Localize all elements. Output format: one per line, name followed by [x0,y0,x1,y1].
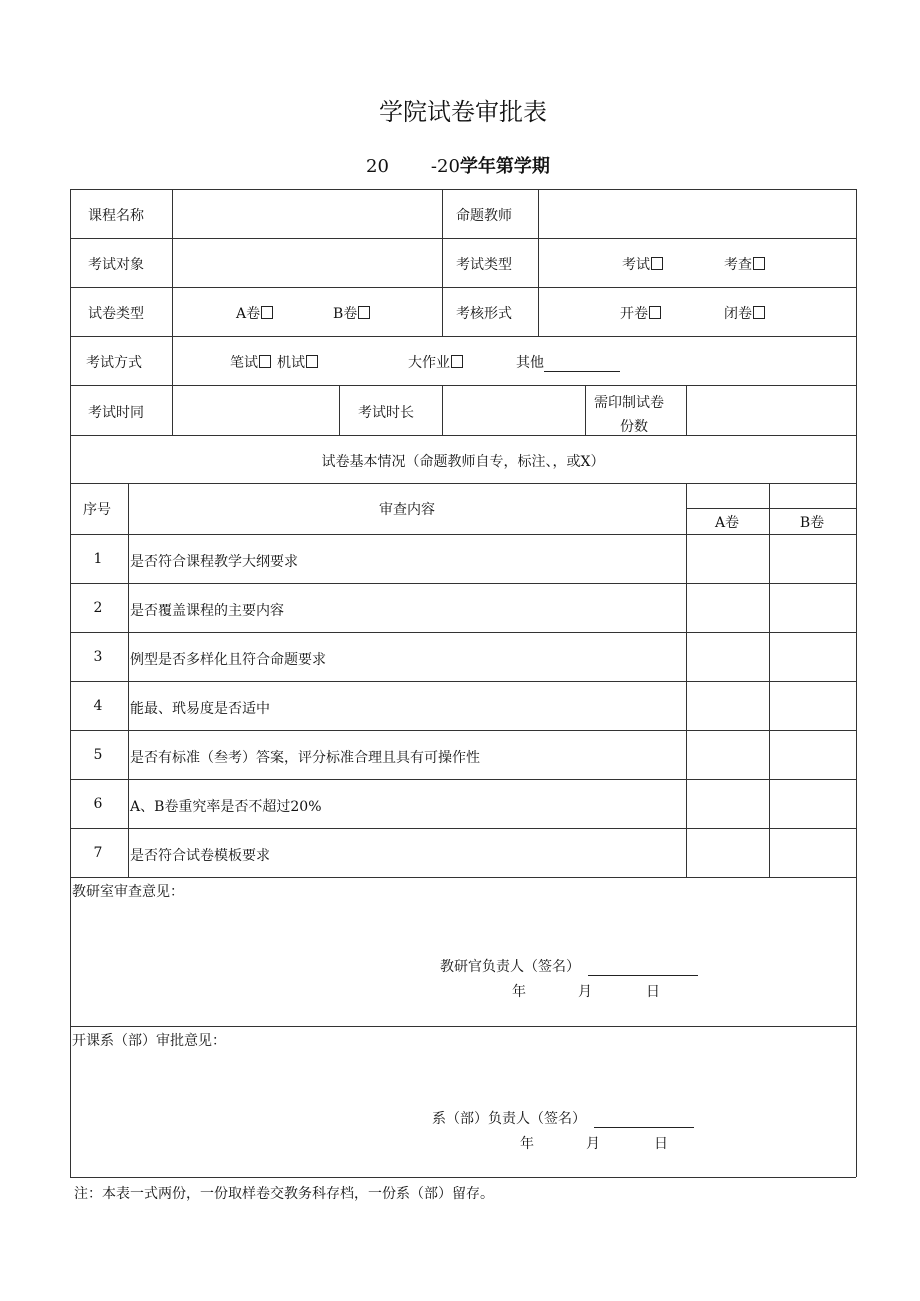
col-no-header: 序号 [83,502,111,518]
open-book-checkbox[interactable] [620,303,661,323]
row-number: 6 [93,796,103,812]
row-number: 3 [93,649,103,665]
row-mark-a-cell[interactable] [687,584,768,631]
row-mark-b-cell[interactable] [770,829,855,876]
option-label: 考试 [622,257,650,273]
row-number: 2 [93,600,103,616]
row-criterion: 能最、玳易度是否适中 [130,701,270,717]
checkbox-icon [649,306,661,319]
office-sign-label: 教研官负责人（签名） [440,959,580,975]
col-a-header: A卷 [714,515,740,531]
col-content-header: 审查内容 [379,502,435,518]
exam-time-label: 考试时同 [88,405,144,421]
option-label: 大作业 [408,355,450,371]
row-number: 7 [93,845,103,861]
checkbox-icon [358,306,370,319]
dept-day: 日 [654,1136,668,1152]
row-mark-a-cell[interactable] [687,535,768,582]
checkbox-icon [753,306,765,319]
checkbox-icon [451,355,463,368]
office-sign [440,956,698,976]
dept-sign-blank[interactable] [594,1113,694,1128]
paper-type-label: 试卷类型 [88,306,144,322]
row-mark-a-cell[interactable] [687,731,768,778]
checkbox-icon [651,257,663,270]
office-opinion-label: 教研室审查意见： [72,884,184,900]
copies-label-1: 需印制试卷 [594,395,664,411]
option-label: 开卷 [620,306,648,322]
checkbox-icon [306,355,318,368]
row-criterion: 是否覆盖课程的主要内容 [130,603,284,619]
row-mark-b-cell[interactable] [770,780,855,827]
office-year: 年 [512,984,526,1000]
col-b-header: B卷 [799,515,825,531]
row-mark-b-cell[interactable] [770,731,855,778]
option-label: B卷 [333,306,358,322]
copies-label-2: 份数 [620,419,648,435]
checkbox-icon [259,355,271,368]
office-month: 月 [578,984,592,1000]
paper-b-checkbox[interactable] [333,303,370,323]
project-checkbox[interactable] [408,352,463,372]
checkbox-icon [261,306,273,319]
row-number: 1 [93,551,103,567]
option-label: A卷 [236,306,261,322]
row-mark-b-cell[interactable] [770,535,855,582]
machine-checkbox[interactable] [277,352,318,372]
written-checkbox[interactable] [230,352,271,372]
page-title: 学院试卷审批表 [379,98,547,126]
row-mark-a-cell[interactable] [687,780,768,827]
option-label: 闭卷 [724,306,752,322]
office-sign-blank[interactable] [588,961,698,976]
office-day: 日 [646,984,660,1000]
dept-month: 月 [586,1136,600,1152]
row-number: 5 [93,747,103,763]
row-mark-a-cell[interactable] [687,633,768,680]
row-criterion: 是否有标准（叁考）答案，评分标准合理且具有可操作性 [130,750,480,766]
year-end: -20 [430,156,460,177]
option-label: 其他 [516,355,544,371]
year-start: 20 [366,156,389,177]
exam-type-exam-checkbox[interactable] [622,254,663,274]
other-blank[interactable] [544,357,620,372]
row-number: 4 [93,698,103,714]
row-criterion: A、B卷重究率是否不超过20% [130,799,322,815]
teacher-label: 命题教师 [456,208,512,224]
row-mark-a-cell[interactable] [687,829,768,876]
option-label: 考查 [724,257,752,273]
other-field[interactable] [516,352,620,372]
option-label: 机试 [277,355,305,371]
exam-type-check-checkbox[interactable] [724,254,765,274]
row-mark-b-cell[interactable] [770,633,855,680]
row-mark-b-cell[interactable] [770,584,855,631]
dept-opinion-label: 开课系（部）审批意见： [72,1033,226,1049]
closed-book-checkbox[interactable] [724,303,765,323]
exam-method-label: 考试方式 [86,355,142,371]
row-criterion: 是否符合试卷模板要求 [130,848,270,864]
dept-sign-label: 系（部）负责人（签名） [432,1111,586,1127]
paper-a-checkbox[interactable] [236,303,273,323]
exam-target-label: 考试对象 [88,257,144,273]
semester-line [366,152,550,178]
row-mark-a-cell[interactable] [687,682,768,729]
checklist-heading: 试卷基本情况（命题教师自专，标注、，或X） [321,454,605,470]
duration-label: 考试时长 [358,405,414,421]
dept-year: 年 [520,1136,534,1152]
assess-form-label: 考核形式 [456,306,512,322]
footnote: 注：本表一式两份，一份取样卷交教务科存档，一份系（部）留存。 [74,1186,494,1202]
exam-type-label: 考试类型 [456,257,512,273]
dept-sign [432,1108,694,1128]
course-name-label: 课程名称 [88,208,144,224]
option-label: 笔试 [230,355,258,371]
semester-label: 学年第学期 [459,156,550,177]
row-criterion: 是否符合课程教学大纲要求 [130,554,298,570]
row-criterion: 例型是否多样化且符合命题要求 [130,652,326,668]
checkbox-icon [753,257,765,270]
row-mark-b-cell[interactable] [770,682,855,729]
